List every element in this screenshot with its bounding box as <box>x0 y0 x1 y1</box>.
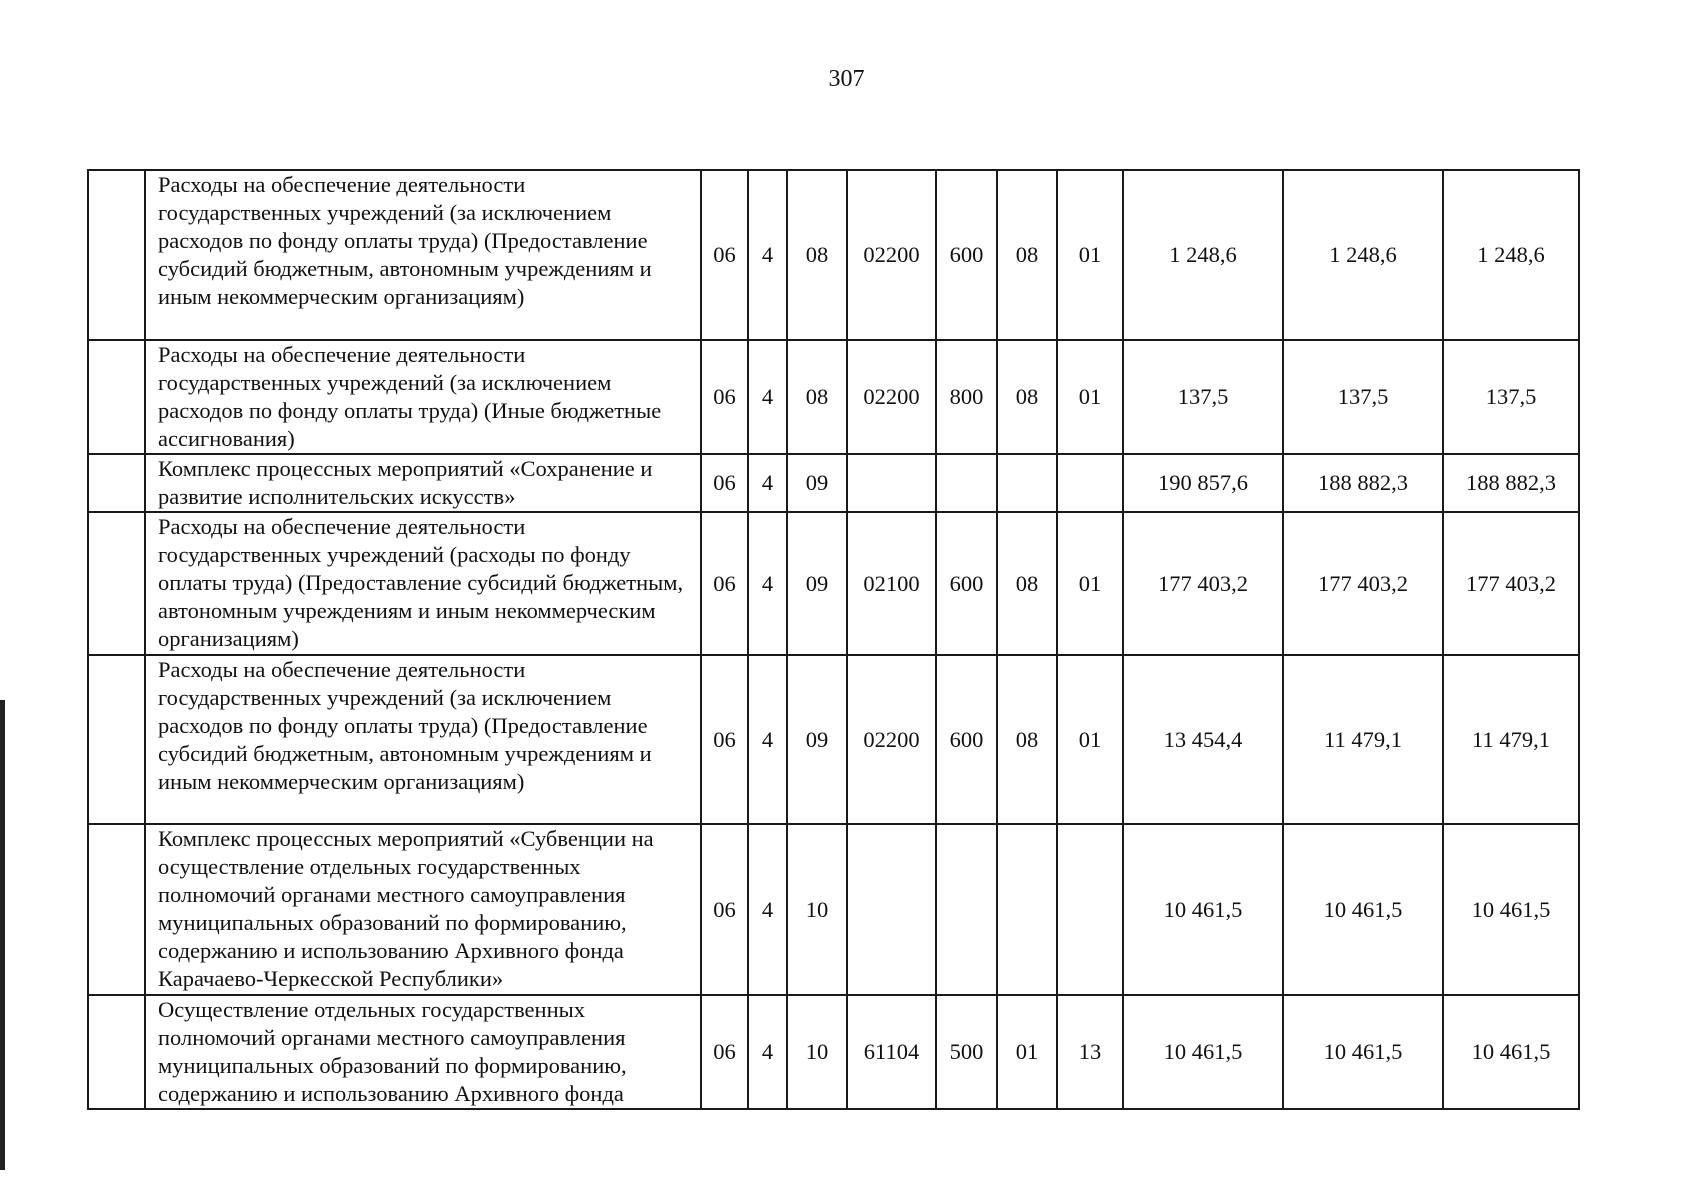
code-subprogram: 4 <box>748 824 787 995</box>
code-direction: 02100 <box>847 512 936 655</box>
code-subchapter <box>1057 824 1123 995</box>
code-section: 06 <box>701 340 748 454</box>
code-expense-type: 800 <box>936 340 997 454</box>
code-subprogram: 4 <box>748 340 787 454</box>
scan-edge-mark <box>0 700 5 1170</box>
code-direction: 02200 <box>847 340 936 454</box>
row-number-cell <box>88 655 145 824</box>
code-subchapter: 01 <box>1057 170 1123 340</box>
code-subprogram: 4 <box>748 170 787 340</box>
table-row <box>88 995 1579 1109</box>
code-direction: 02200 <box>847 655 936 824</box>
page-number: 307 <box>828 66 865 92</box>
code-direction: 61104 <box>847 995 936 1109</box>
code-expense-type <box>936 454 997 512</box>
amount-year-1: 13 454,4 <box>1123 655 1283 824</box>
amount-year-2: 11 479,1 <box>1283 655 1443 824</box>
row-number-cell <box>88 995 145 1109</box>
amount-year-3: 188 882,3 <box>1443 454 1579 512</box>
budget-table <box>87 169 1580 1110</box>
row-number-cell <box>88 170 145 340</box>
code-complex: 09 <box>787 655 847 824</box>
code-expense-type: 600 <box>936 512 997 655</box>
code-chapter: 08 <box>997 340 1057 454</box>
amount-year-1: 137,5 <box>1123 340 1283 454</box>
code-complex: 10 <box>787 824 847 995</box>
amount-year-2: 1 248,6 <box>1283 170 1443 340</box>
row-number-cell <box>88 454 145 512</box>
code-subprogram: 4 <box>748 454 787 512</box>
code-complex: 09 <box>787 454 847 512</box>
amount-year-2: 188 882,3 <box>1283 454 1443 512</box>
amount-year-1: 10 461,5 <box>1123 995 1283 1109</box>
code-direction <box>847 824 936 995</box>
code-section: 06 <box>701 170 748 340</box>
code-section: 06 <box>701 454 748 512</box>
amount-year-3: 10 461,5 <box>1443 824 1579 995</box>
row-description: Расходы на обеспечение деятельности государственных учреждений (за исключением расходов по фонду оплаты труда) (Предоставление субсидий бюджетным, автономным учреждениям и иным некоммерческим организациям) <box>145 655 701 824</box>
code-chapter: 01 <box>997 995 1057 1109</box>
code-subprogram: 4 <box>748 995 787 1109</box>
amount-year-1: 10 461,5 <box>1123 824 1283 995</box>
code-chapter: 08 <box>997 170 1057 340</box>
table-row <box>88 170 1579 340</box>
code-subprogram: 4 <box>748 512 787 655</box>
amount-year-2: 137,5 <box>1283 340 1443 454</box>
row-description: Комплекс процессных мероприятий «Субвенции на осуществление отдельных государственных полномочий органами местного самоуправления муниципальных образований по формированию, содержанию и использованию Архивного фонда Карачаево-Черкесской Республики» <box>145 824 701 995</box>
code-complex: 10 <box>787 995 847 1109</box>
row-description: Осуществление отдельных государственных полномочий органами местного самоуправления муниципальных образований по формированию, содержанию и использованию Архивного фонда <box>145 995 701 1109</box>
amount-year-1: 1 248,6 <box>1123 170 1283 340</box>
amount-year-2: 10 461,5 <box>1283 824 1443 995</box>
row-description: Расходы на обеспечение деятельности государственных учреждений (за исключением расходов по фонду оплаты труда) (Иные бюджетные ассигнования) <box>145 340 701 454</box>
amount-year-3: 177 403,2 <box>1443 512 1579 655</box>
table-row <box>88 824 1579 995</box>
row-number-cell <box>88 512 145 655</box>
table-row <box>88 454 1579 512</box>
code-subchapter: 01 <box>1057 512 1123 655</box>
amount-year-3: 11 479,1 <box>1443 655 1579 824</box>
code-subchapter <box>1057 454 1123 512</box>
code-subchapter: 13 <box>1057 995 1123 1109</box>
amount-year-1: 190 857,6 <box>1123 454 1283 512</box>
code-chapter <box>997 454 1057 512</box>
code-subprogram: 4 <box>748 655 787 824</box>
row-number-cell <box>88 824 145 995</box>
code-expense-type: 600 <box>936 655 997 824</box>
table-row <box>88 655 1579 824</box>
code-chapter: 08 <box>997 655 1057 824</box>
code-chapter: 08 <box>997 512 1057 655</box>
row-description: Расходы на обеспечение деятельности государственных учреждений (за исключением расходов по фонду оплаты труда) (Предоставление субсидий бюджетным, автономным учреждениям и иным некоммерческим организациям) <box>145 170 701 340</box>
amount-year-3: 1 248,6 <box>1443 170 1579 340</box>
code-complex: 08 <box>787 340 847 454</box>
row-number-cell <box>88 340 145 454</box>
code-section: 06 <box>701 995 748 1109</box>
row-description: Комплекс процессных мероприятий «Сохранение и развитие исполнительских искусств» <box>145 454 701 512</box>
amount-year-3: 137,5 <box>1443 340 1579 454</box>
code-direction <box>847 454 936 512</box>
code-direction: 02200 <box>847 170 936 340</box>
code-expense-type: 600 <box>936 170 997 340</box>
code-subchapter: 01 <box>1057 655 1123 824</box>
amount-year-3: 10 461,5 <box>1443 995 1579 1109</box>
code-section: 06 <box>701 655 748 824</box>
amount-year-2: 177 403,2 <box>1283 512 1443 655</box>
code-expense-type <box>936 824 997 995</box>
code-complex: 08 <box>787 170 847 340</box>
code-section: 06 <box>701 512 748 655</box>
table-row <box>88 340 1579 454</box>
row-description: Расходы на обеспечение деятельности государственных учреждений (расходы по фонду оплаты труда) (Предоставление субсидий бюджетным, автономным учреждениям и иным некоммерческим организациям) <box>145 512 701 655</box>
amount-year-2: 10 461,5 <box>1283 995 1443 1109</box>
amount-year-1: 177 403,2 <box>1123 512 1283 655</box>
code-chapter <box>997 824 1057 995</box>
code-section: 06 <box>701 824 748 995</box>
code-subchapter: 01 <box>1057 340 1123 454</box>
table-row <box>88 512 1579 655</box>
code-expense-type: 500 <box>936 995 997 1109</box>
code-complex: 09 <box>787 512 847 655</box>
